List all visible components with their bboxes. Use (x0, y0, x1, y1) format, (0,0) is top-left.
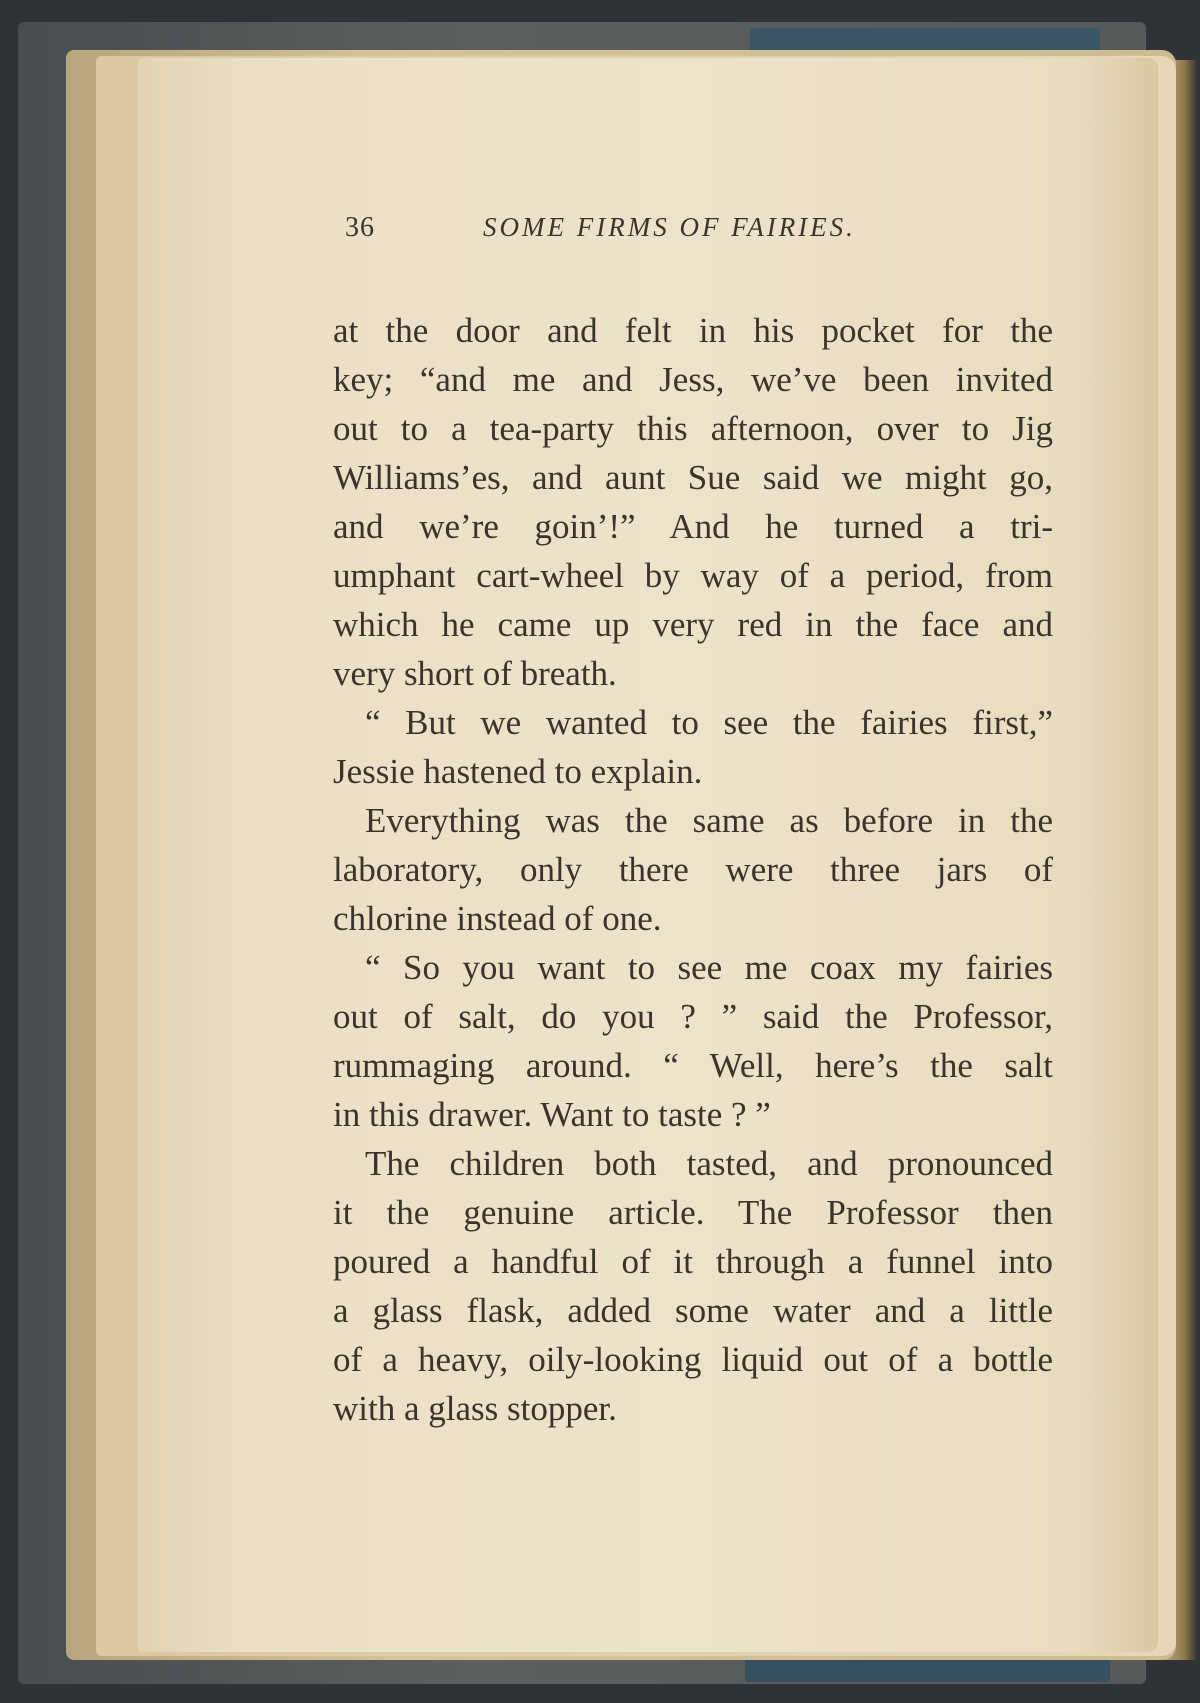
text-line: Jessie hastened to explain. (333, 752, 703, 791)
text-line: umphant cart-wheel by way of a period, from (333, 556, 1053, 595)
text-line: poured a handful of it through a funnel into (333, 1242, 1053, 1281)
body-text (333, 306, 1053, 1433)
text-line: chlorine instead of one. (333, 899, 662, 938)
text-line: and we’re goin’!” And he turned a tri- (333, 507, 1053, 546)
paragraph (333, 796, 1053, 943)
text-line: out of salt, do you ? ” said the Professor, (333, 997, 1053, 1036)
text-line: out to a tea-party this afternoon, over to Jig (333, 409, 1053, 448)
paragraph (333, 306, 1053, 698)
text-line: very short of breath. (333, 654, 617, 693)
text-line: “ So you want to see me coax my fairies (365, 948, 1053, 987)
text-line: laboratory, only there were three jars of (333, 850, 1053, 889)
text-line: rummaging around. “ Well, here’s the salt (333, 1046, 1053, 1085)
cover-cloth-top (750, 28, 1100, 52)
paragraph (333, 943, 1053, 1139)
text-line: Everything was the same as before in the (365, 801, 1053, 840)
text-line: with a glass stopper. (333, 1389, 617, 1428)
text-line: it the genuine article. The Professor then (333, 1193, 1053, 1232)
page-number: 36 (345, 212, 375, 243)
text-line: key; “and me and Jess, we’ve been invited (333, 360, 1053, 399)
text-line: Williams’es, and aunt Sue said we might go, (333, 458, 1053, 497)
paragraph (333, 1139, 1053, 1433)
text-line: which he came up very red in the face and (333, 605, 1053, 644)
text-line: The children both tasted, and pronounced (365, 1144, 1053, 1183)
text-line: at the door and felt in his pocket for the (333, 311, 1053, 350)
running-head: SOME FIRMS OF FAIRIES. (483, 212, 856, 242)
page-header (345, 212, 1045, 256)
text-line: of a heavy, oily-looking liquid out of a bottle (333, 1340, 1053, 1379)
text-line: “ But we wanted to see the fairies first,” (365, 703, 1053, 742)
paragraph (333, 698, 1053, 796)
text-line: in this drawer. Want to taste ? ” (333, 1095, 771, 1134)
text-line: a glass flask, added some water and a little (333, 1291, 1053, 1330)
